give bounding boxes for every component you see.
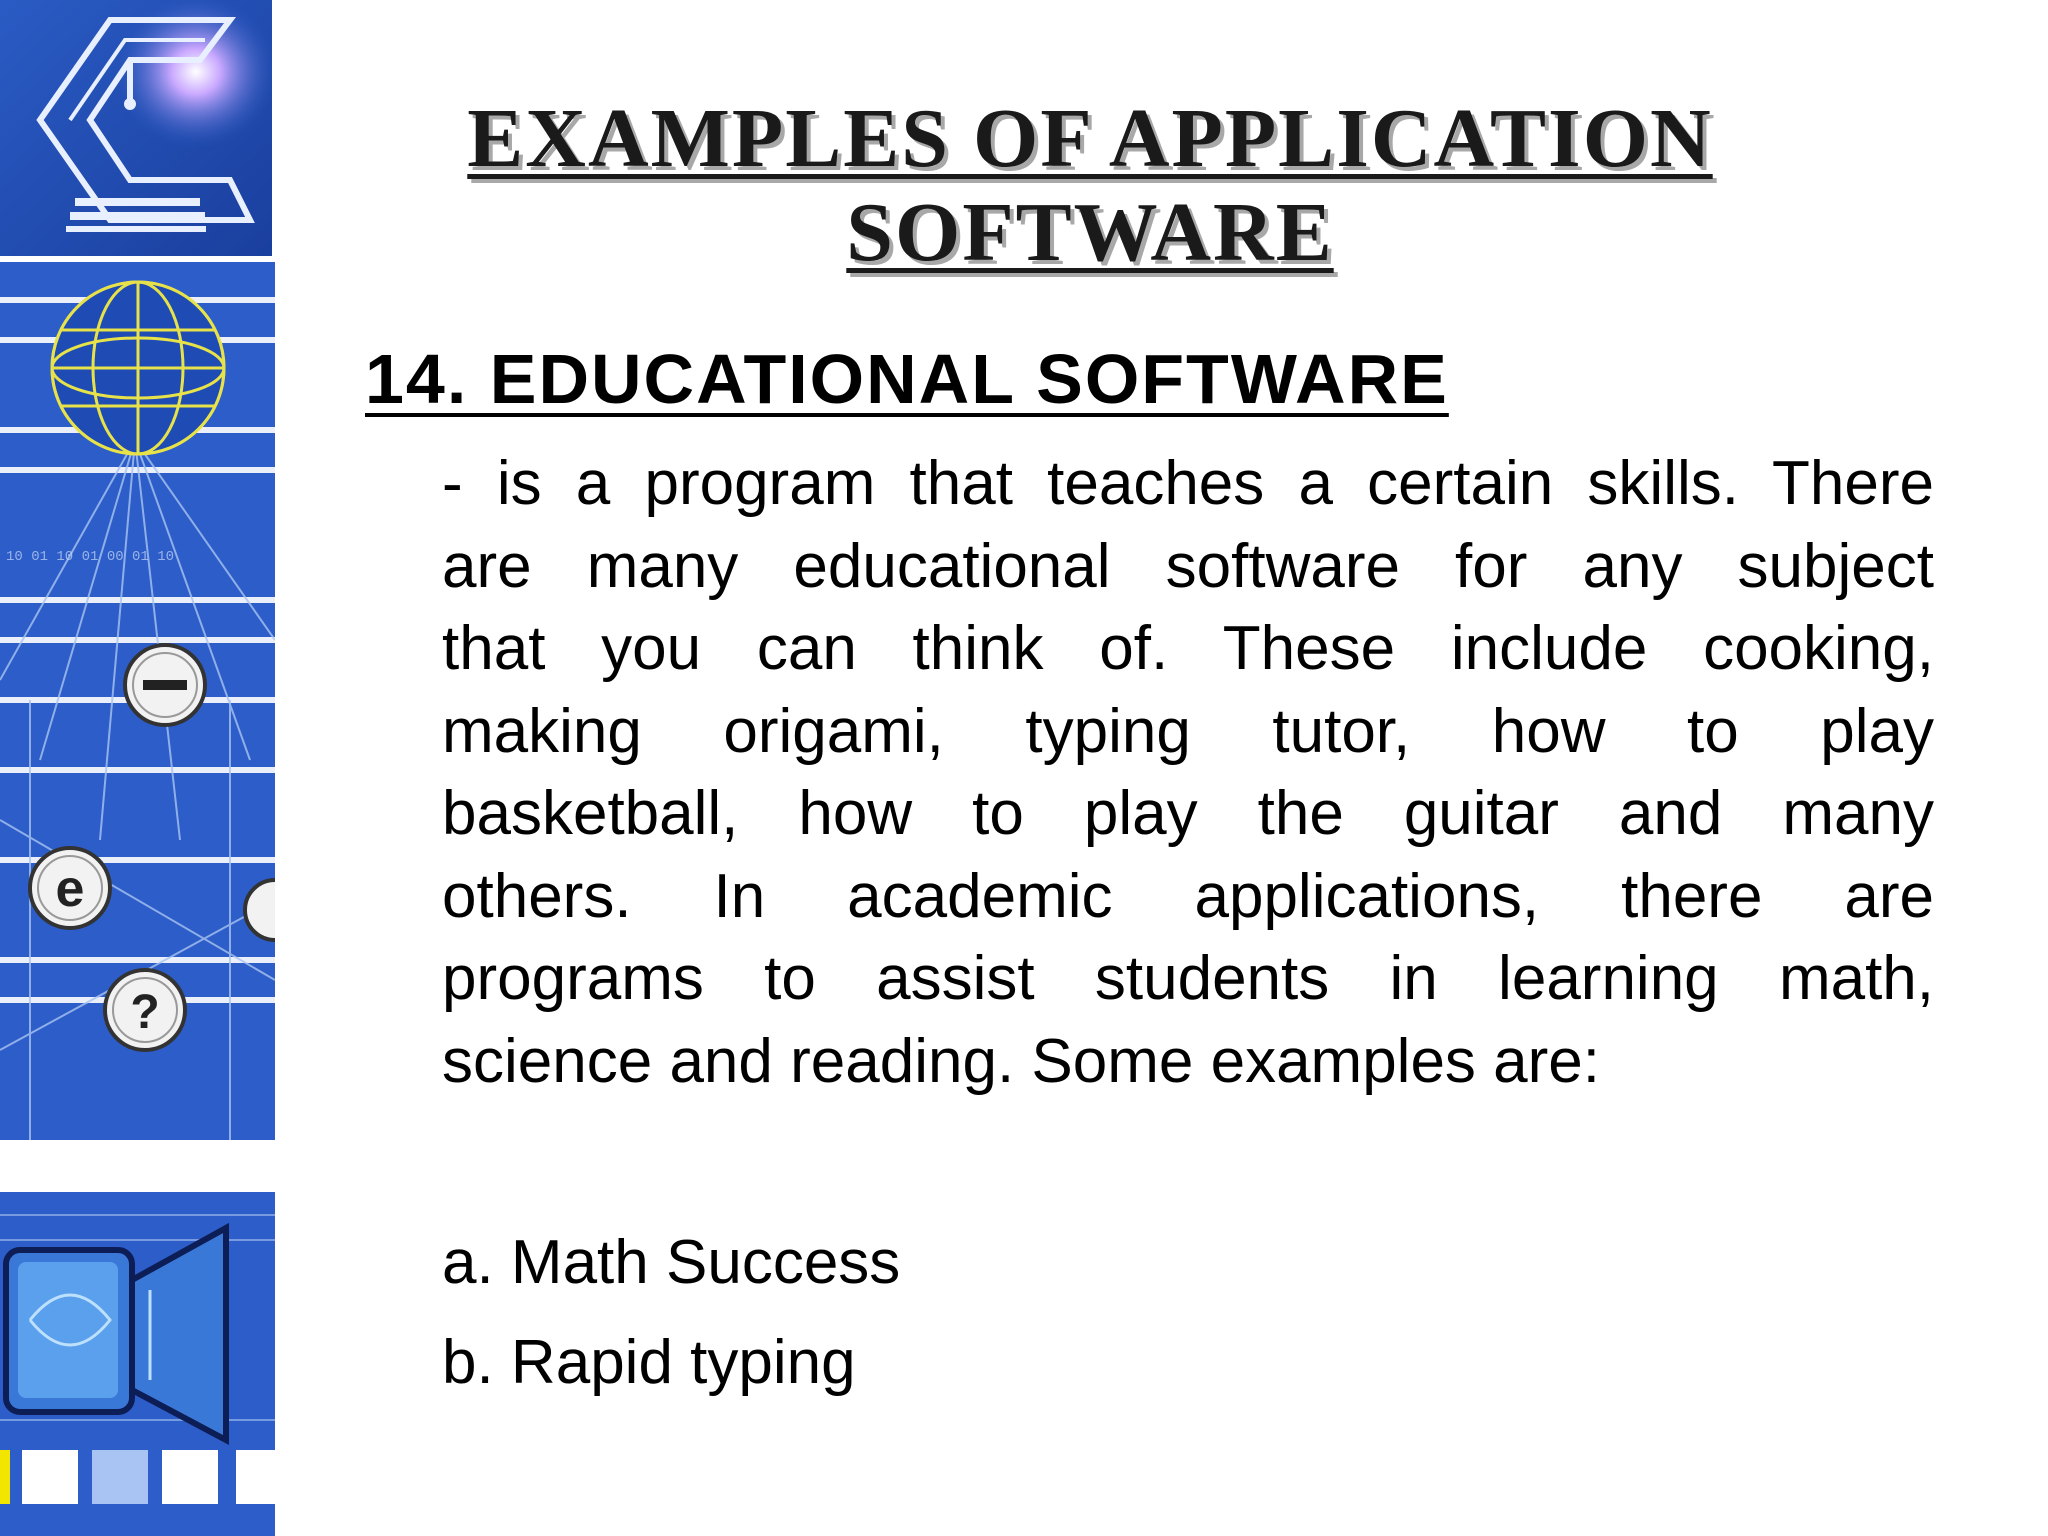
title-line-2: SOFTWARE (846, 186, 1334, 279)
strip-graphic (0, 0, 275, 1536)
body-line: making origami, typing tutor, how to play (442, 696, 1934, 766)
svg-text:e: e (55, 860, 85, 918)
section-heading: 14. EDUCATIONAL SOFTWARE (365, 340, 1449, 418)
body-line: programs to assist students in learning math, (442, 944, 1934, 1013)
slide-title (380, 92, 1800, 280)
title-line-1: EXAMPLES OF APPLICATION (467, 92, 1713, 185)
e-key-icon (30, 848, 110, 928)
question-key-icon (105, 970, 185, 1050)
body-line: are many educational software for any subject (442, 531, 1934, 601)
svg-text:10 01 10 01 00 01 10: 10 01 10 01 00 01 10 (6, 549, 175, 565)
body-line: that you can think of. These include cooking, (442, 614, 1934, 683)
logo-icon (0, 0, 272, 256)
globe-icon (52, 282, 224, 454)
decorative-strip (0, 0, 275, 1536)
examples-list (442, 1213, 900, 1413)
body-line: others. In academic applications, there are (442, 861, 1934, 931)
minus-key-icon (125, 645, 205, 725)
body-line: basketball, how to play the guitar and many (442, 779, 1934, 848)
monitor-icon (6, 1228, 226, 1440)
body-line: - is a program that teaches a certain skills. There (442, 449, 1934, 518)
body-line: science and reading. Some examples are: (442, 1026, 1600, 1096)
body-paragraph (442, 443, 1934, 1103)
list-item: a. Math Success (442, 1228, 901, 1297)
list-item: b. Rapid typing (442, 1328, 856, 1397)
svg-text:?: ? (130, 986, 160, 1039)
